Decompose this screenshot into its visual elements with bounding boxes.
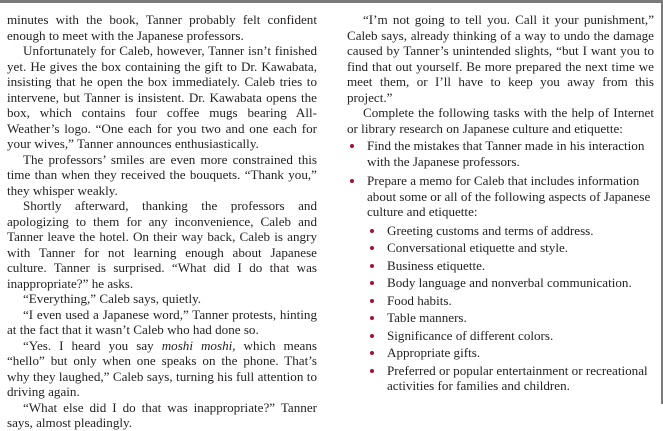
bullet-icon [370,369,374,373]
aspect-item [367,345,654,361]
paragraph: minutes with the book, Tanner probably felt confident enough to meet with the Japanese professors. [7,12,317,43]
paragraph: Unfortunately for Caleb, however, Tanner isn’t finished yet. He gives the box containing the gift to Dr. Kawabata, insisting that he open the box immediately. Caleb tries to intervene, but Tanner is insistent. Dr. Kawabata opens the box, which contains four coffee mugs bearing All-Weather’s logo. “One each for you two and one each for your wives,” Tanner announces enthusiastically. [7,43,317,151]
bullet-icon [370,246,374,250]
bullet-icon [370,316,374,320]
aspect-text: Greeting customs and terms of address. [387,222,594,238]
paragraph: Shortly afterward, thanking the professors and apologizing to them for any inconvenience, Caleb and Tanner leave the hotel. On their way back, Caleb is angry with Tanner for not learning enough about Japanese culture. Tanner is surprised. “What did I do that was inappropriate?” he asks. [7,198,317,291]
paragraph [7,338,317,400]
aspect-item [367,310,654,326]
aspect-item [367,328,654,344]
bullet-icon [350,144,354,148]
right-column [347,12,654,398]
task-item [347,138,654,169]
paragraph: “Everything,” Caleb says, quietly. [23,291,202,306]
aspect-list [367,223,654,394]
aspect-item [367,363,654,394]
aspect-text: Significance of different colors. [387,327,554,343]
bullet-icon [370,351,374,355]
aspect-text: Appropriate gifts. [387,345,481,360]
aspect-text: Preferred or popular entertainment or recreational activities for families and children. [387,362,648,393]
aspect-item [367,258,654,274]
aspect-text: Body language and nonverbal communication. [387,275,632,290]
paragraph: Complete the following tasks with the help of Internet or library research on Japanese culture and etiquette: [347,105,654,136]
aspect-item [367,275,654,291]
task-text: Prepare a memo for Caleb that includes information about some or all of the following aspects of Japanese culture and etiquette: [367,173,651,219]
paragraph-text: “Yes. I heard you say [23,337,162,353]
paragraph: The professors’ smiles are even more constrained this time than when they received the bouquets. “Thank you,” they whisper weakly. [7,151,317,198]
paragraph: “What else did I do that was inappropriate?” Tanner says, almost pleadingly. [7,399,317,430]
bullet-icon [370,299,374,303]
bullet-icon [370,334,374,338]
aspect-item [367,240,654,256]
italic-term: moshi moshi, [161,337,236,353]
task-list [347,138,654,394]
aspect-item [367,223,654,239]
bullet-icon [350,179,354,183]
bullet-icon [370,281,374,285]
aspect-text: Table manners. [387,310,467,325]
paragraph: “I’m not going to tell you. Call it your punishment,” Caleb says, already thinking of a way to undo the damage caused by Tanner’s unintended slights, “but I want you to find that out yourself. Be more prepared the next time we meet them, or I’ll have to keep you away from this project.” [347,12,654,105]
paragraph-text: which means “hello” but only when one speaks on the phone. That’s why they laughed,” Caleb says, turning his full attention to driving again. [7,337,317,399]
aspect-text: Conversational etiquette and style. [387,240,569,255]
paragraph: “I even used a Japanese word,” Tanner protests, hinting at the fact that it wasn’t Caleb who had done so. [7,306,317,337]
task-text: Find the mistakes that Tanner made in his interaction with the Japanese professors. [367,138,645,169]
aspect-item [367,293,654,309]
task-item [347,173,654,394]
aspect-text: Food habits. [387,292,452,308]
bullet-icon [370,229,374,233]
aspect-text: Business etiquette. [387,257,486,273]
left-column [7,12,317,431]
bullet-icon [370,264,374,268]
